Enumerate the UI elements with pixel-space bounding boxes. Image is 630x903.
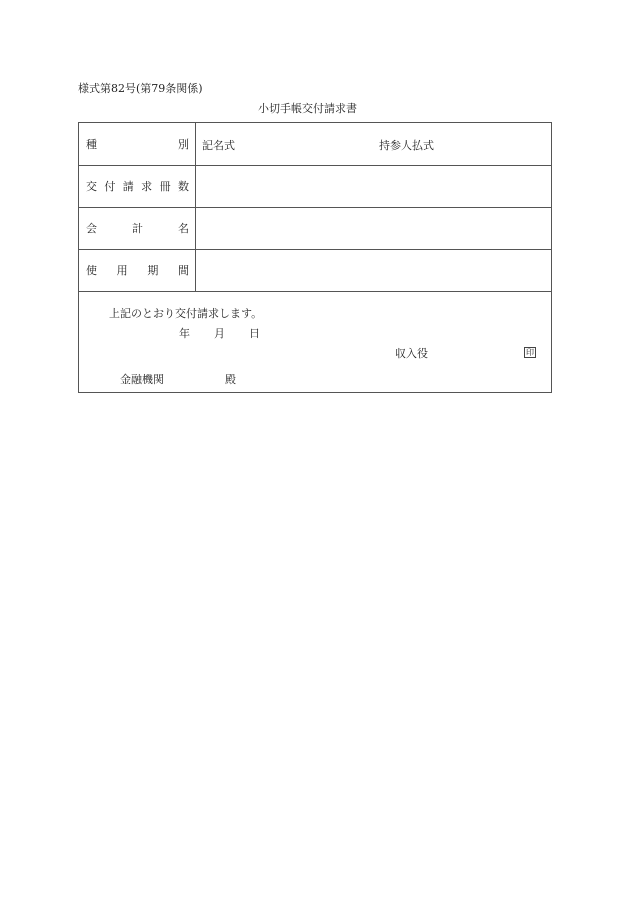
label-period [79, 249, 196, 291]
year-label: 年 [179, 327, 190, 340]
label-char: 数 [177, 180, 189, 193]
request-form-table [78, 122, 552, 393]
form-number: 様式第82号(第79条関係) [78, 82, 203, 95]
row-account [79, 207, 551, 250]
seal-mark: 印 [526, 348, 534, 357]
label-char: 名 [178, 222, 189, 235]
label-quantity [79, 165, 196, 207]
label-char: 請 [122, 180, 134, 193]
row-quantity [79, 165, 551, 208]
label-char: 間 [177, 264, 189, 277]
label-char: 期 [147, 264, 159, 277]
label-char: 種 [86, 138, 97, 151]
label-type [79, 123, 196, 165]
honorific-label: 殿 [225, 373, 236, 386]
statement: 上記のとおり交付請求します。 [109, 307, 263, 320]
label-char: 使 [86, 264, 97, 277]
row-period [79, 249, 551, 292]
label-char: 冊 [159, 180, 171, 193]
option-registered[interactable]: 記名式 [202, 139, 235, 152]
treasurer-label: 収入役 [395, 347, 428, 360]
label-char: 会 [86, 222, 97, 235]
institution-label: 金融機関 [120, 373, 164, 386]
row-type [79, 123, 551, 166]
label-char: 求 [141, 180, 153, 193]
month-label: 月 [214, 327, 225, 340]
label-char: 用 [116, 264, 128, 277]
label-account [79, 207, 196, 249]
option-bearer[interactable]: 持参人払式 [379, 139, 434, 152]
label-char: 付 [104, 180, 116, 193]
document-title: 小切手帳交付請求書 [258, 102, 357, 115]
label-char: 交 [86, 180, 97, 193]
label-char: 計 [132, 222, 143, 235]
label-char: 別 [178, 138, 189, 151]
day-label: 日 [249, 327, 260, 340]
